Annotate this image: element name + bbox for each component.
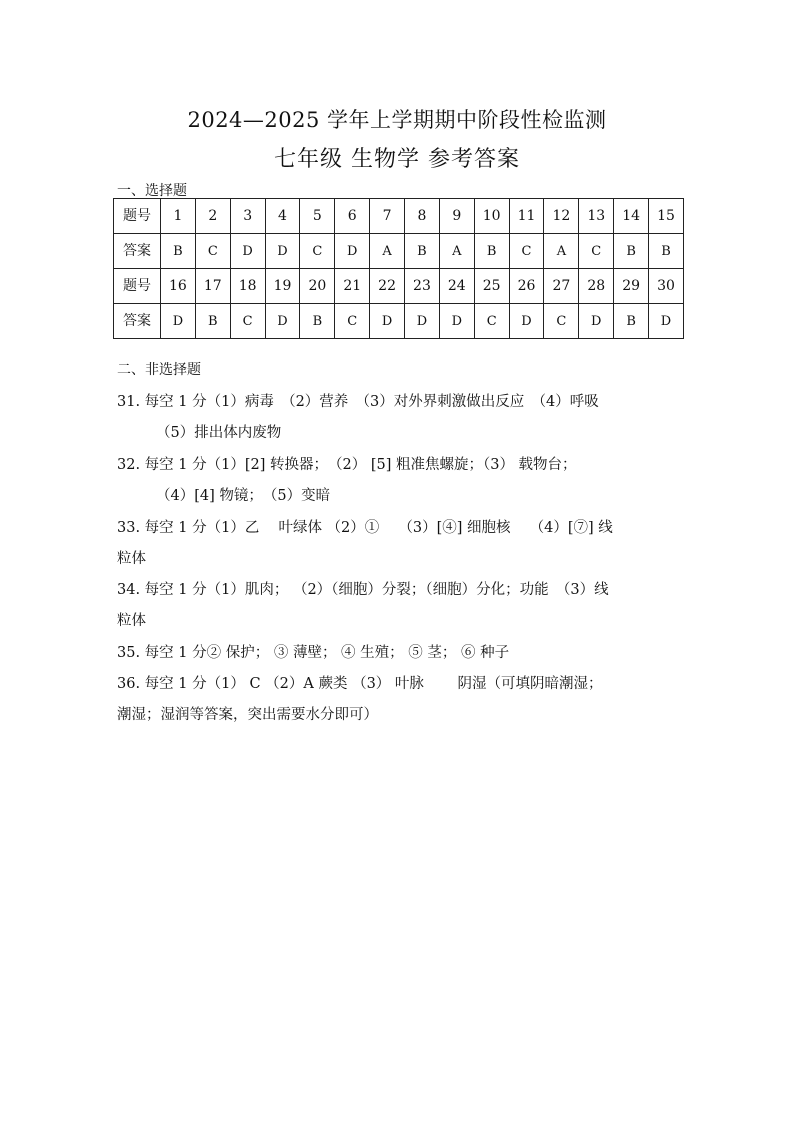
question-number-cell: 5 <box>300 199 335 234</box>
answer-cell: D <box>405 304 440 339</box>
answer-row <box>114 234 684 269</box>
section-heading-nonchoice: 二、非选择题 <box>117 362 201 378</box>
question-number-cell: 22 <box>370 269 405 304</box>
question-number-cell: 23 <box>405 269 440 304</box>
answer-cell: C <box>230 304 265 339</box>
answer-line-34: 34. 每空 1 分（1）肌肉； （2）（细胞）分裂；（细胞）分化；功能 （3）线 <box>117 582 609 598</box>
answer-cell: D <box>579 304 614 339</box>
question-number-cell: 15 <box>649 199 684 234</box>
page-title: 2024—2025 学年上学期期中阶段性检监测 <box>187 108 607 132</box>
answer-line-33: 33. 每空 1 分（1）乙 叶绿体 （2）① （3）[④] 细胞核 （4）[⑦] 线 <box>117 520 613 536</box>
answer-cell: B <box>474 234 509 269</box>
question-number-cell: 14 <box>614 199 649 234</box>
question-number-cell: 12 <box>544 199 579 234</box>
question-number-row <box>114 269 684 304</box>
answer-cell: C <box>544 304 579 339</box>
question-number-cell: 29 <box>614 269 649 304</box>
question-number-cell: 26 <box>509 269 544 304</box>
page-subtitle: 七年级 生物学 参考答案 <box>274 147 520 172</box>
answer-line-32: 32. 每空 1 分（1）[2] 转换器； （2） [5] 粗准焦螺旋；（3） 载物台； <box>117 457 577 473</box>
question-number-cell: 27 <box>544 269 579 304</box>
answer-cell: D <box>265 234 300 269</box>
answer-cell: D <box>649 304 684 339</box>
question-number-cell: 28 <box>579 269 614 304</box>
question-number-cell: 10 <box>474 199 509 234</box>
row-header-cell: 答案 <box>114 234 161 269</box>
section-heading-choice: 一、选择题 <box>117 183 187 199</box>
question-number-cell: 21 <box>335 269 370 304</box>
answer-cell: D <box>509 304 544 339</box>
answer-cell: B <box>161 234 196 269</box>
row-header-cell: 题号 <box>114 269 161 304</box>
answer-cell: D <box>370 304 405 339</box>
question-number-cell: 2 <box>195 199 230 234</box>
question-number-cell: 30 <box>649 269 684 304</box>
question-number-cell: 1 <box>161 199 196 234</box>
question-number-cell: 9 <box>439 199 474 234</box>
question-number-cell: 3 <box>230 199 265 234</box>
answer-cell: C <box>509 234 544 269</box>
answer-cell: A <box>544 234 579 269</box>
question-number-cell: 16 <box>161 269 196 304</box>
answer-cell: C <box>474 304 509 339</box>
answer-line-31-cont: （5）排出体内废物 <box>156 425 282 441</box>
question-number-cell: 11 <box>509 199 544 234</box>
answer-cell: B <box>649 234 684 269</box>
answer-cell: D <box>230 234 265 269</box>
answer-line-33-cont: 粒体 <box>117 551 146 567</box>
answer-cell: D <box>161 304 196 339</box>
row-header-cell: 答案 <box>114 304 161 339</box>
answer-cell: D <box>265 304 300 339</box>
answer-line-31: 31. 每空 1 分（1）病毒 （2）营养 （3）对外界刺激做出反应 （4）呼吸 <box>117 394 599 410</box>
question-number-row <box>114 199 684 234</box>
answer-line-36-cont: 潮湿；湿润等答案，突出需要水分即可） <box>117 707 378 723</box>
question-number-cell: 7 <box>370 199 405 234</box>
answer-line-35: 35. 每空 1 分② 保护； ③ 薄壁； ④ 生殖； ⑤ 茎； ⑥ 种子 <box>117 645 510 661</box>
answer-line-36: 36. 每空 1 分（1） C （2）A 蕨类 （3） 叶脉 阴湿（可填阴暗潮湿； <box>117 676 603 692</box>
answer-cell: C <box>300 234 335 269</box>
answer-cell: D <box>335 234 370 269</box>
answer-cell: C <box>335 304 370 339</box>
answer-table <box>113 198 684 339</box>
answer-cell: B <box>195 304 230 339</box>
answer-line-32-cont: （4）[4] 物镜； （5）变暗 <box>156 488 331 504</box>
answer-cell: B <box>614 234 649 269</box>
question-number-cell: 8 <box>405 199 440 234</box>
answer-line-34-cont: 粒体 <box>117 613 146 629</box>
answer-cell: A <box>370 234 405 269</box>
question-number-cell: 4 <box>265 199 300 234</box>
answer-cell: B <box>300 304 335 339</box>
row-header-cell: 题号 <box>114 199 161 234</box>
question-number-cell: 20 <box>300 269 335 304</box>
question-number-cell: 18 <box>230 269 265 304</box>
answer-cell: D <box>439 304 474 339</box>
question-number-cell: 25 <box>474 269 509 304</box>
question-number-cell: 13 <box>579 199 614 234</box>
question-number-cell: 24 <box>439 269 474 304</box>
answer-cell: A <box>439 234 474 269</box>
question-number-cell: 6 <box>335 199 370 234</box>
answer-row <box>114 304 684 339</box>
answer-cell: C <box>195 234 230 269</box>
answer-cell: B <box>405 234 440 269</box>
answer-cell: B <box>614 304 649 339</box>
question-number-cell: 17 <box>195 269 230 304</box>
question-number-cell: 19 <box>265 269 300 304</box>
answer-cell: C <box>579 234 614 269</box>
